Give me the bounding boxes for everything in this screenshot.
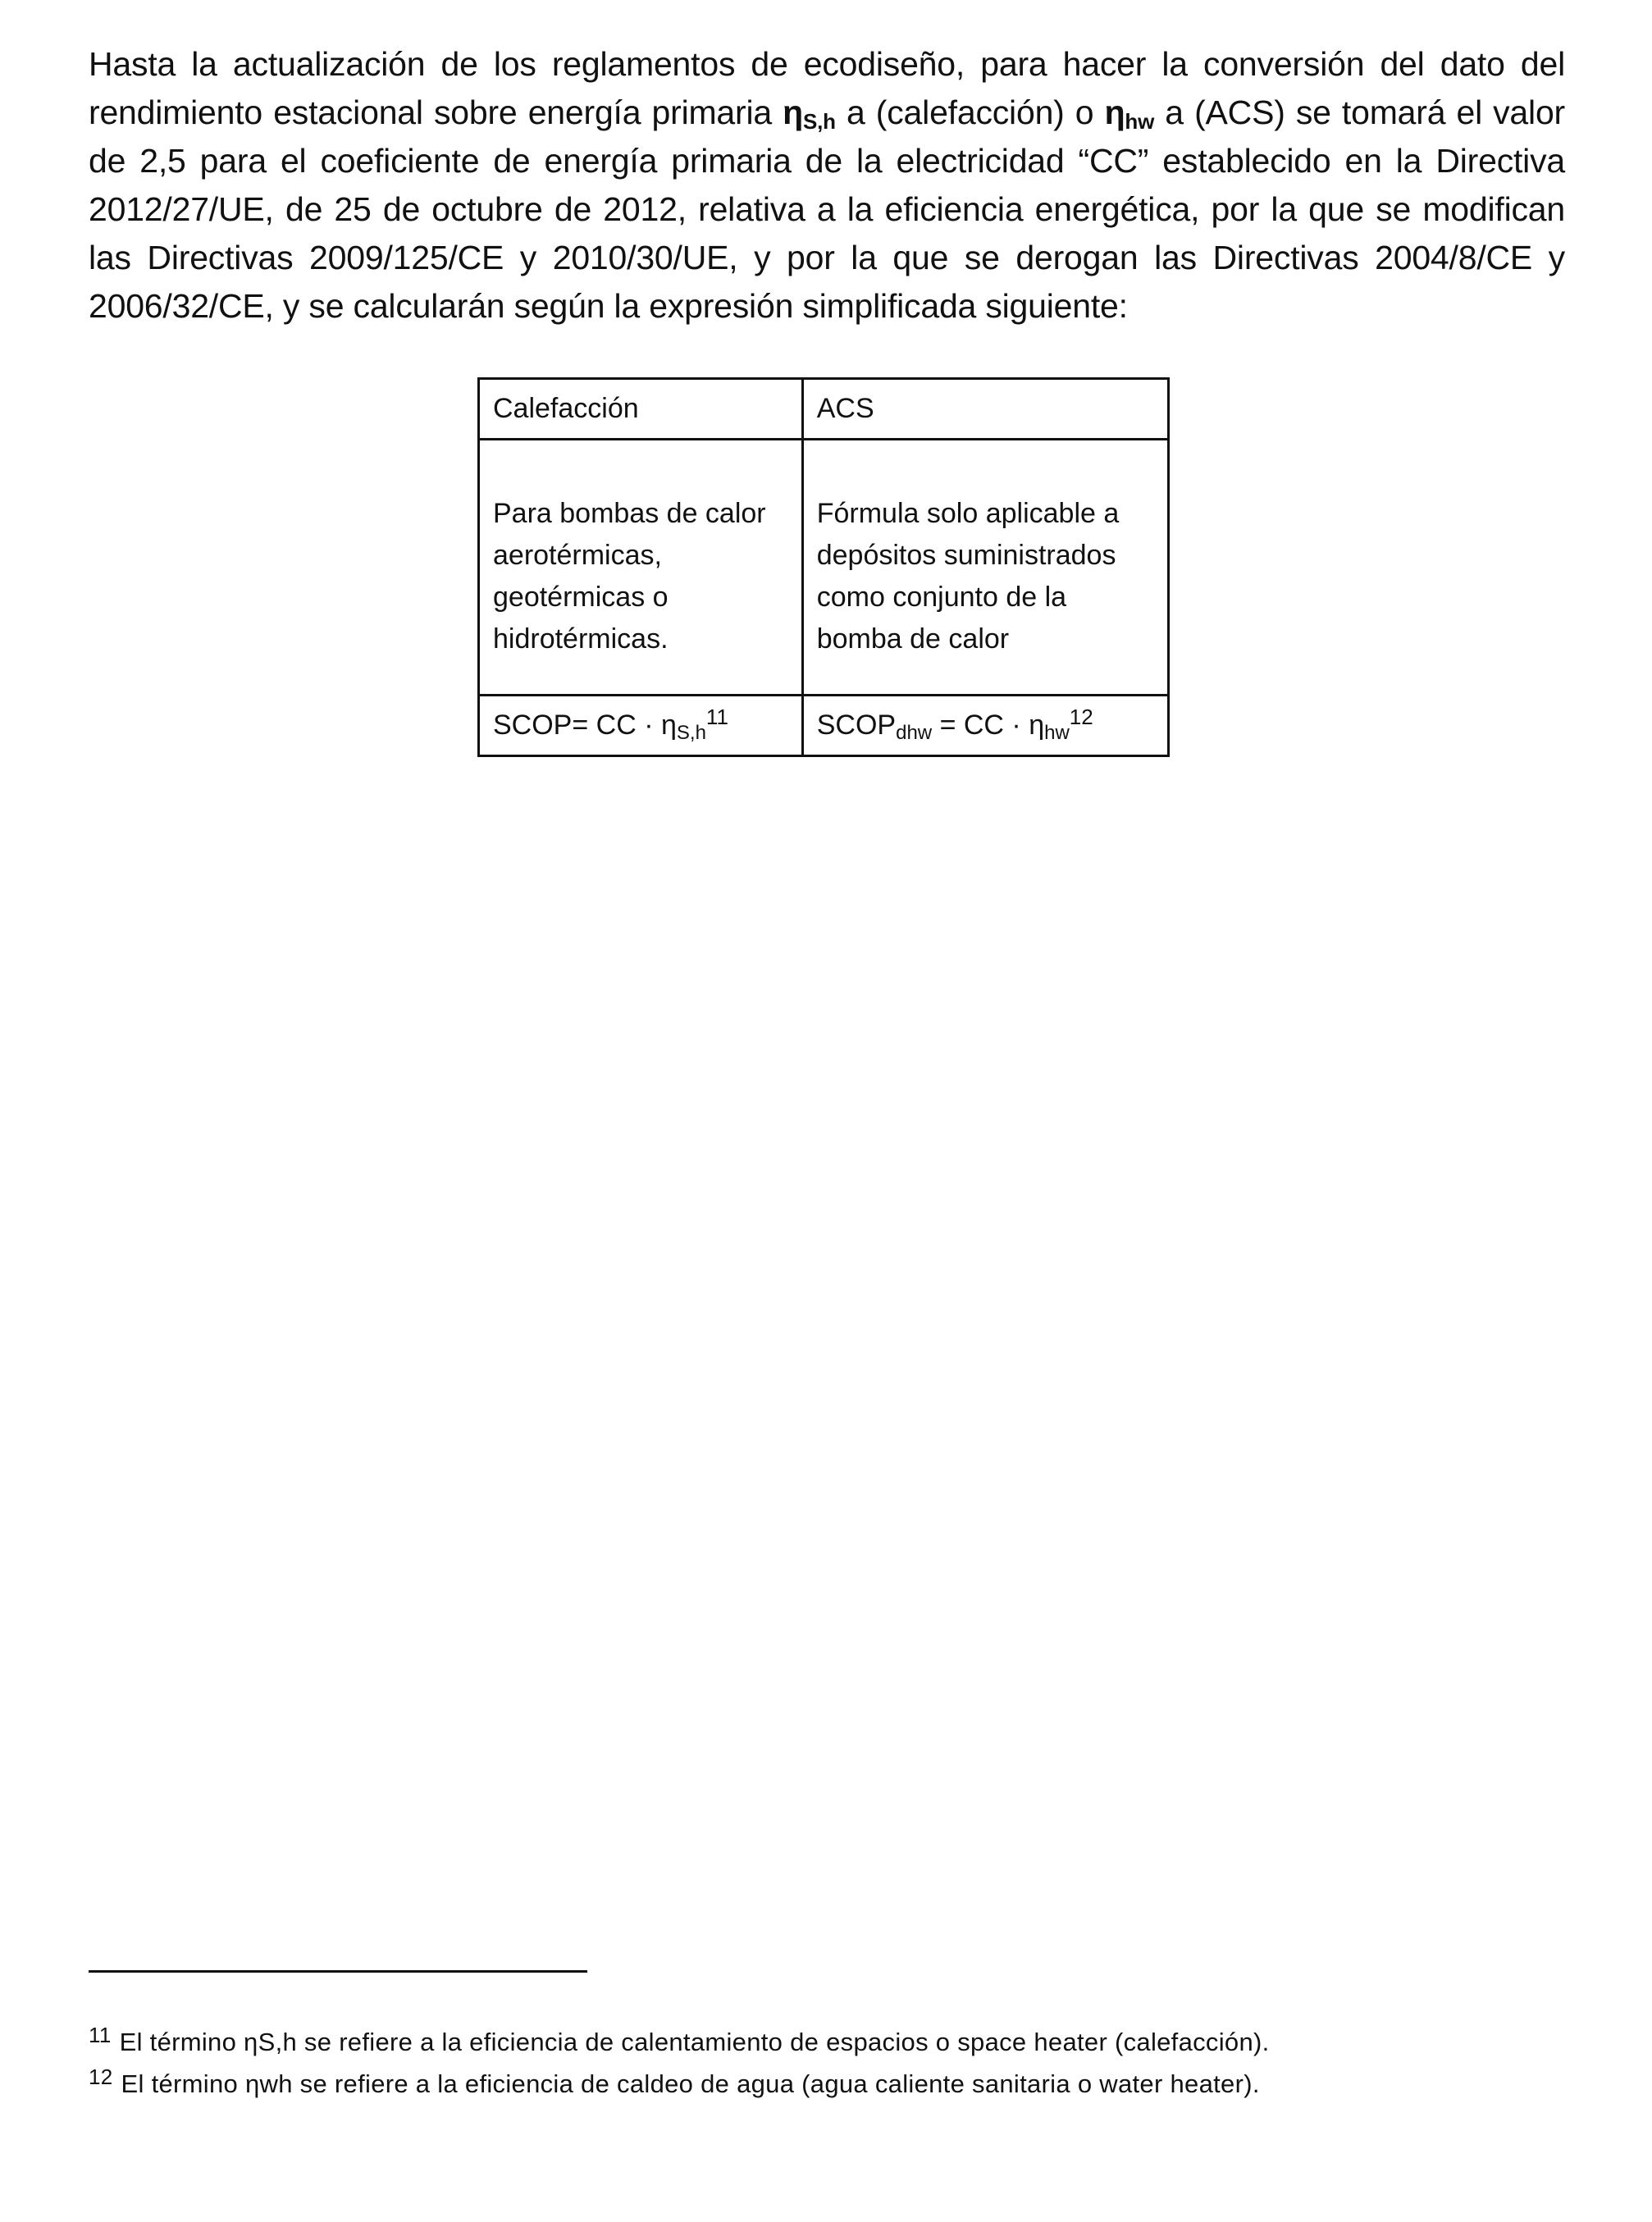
eta-hw-subscript: hw (1125, 109, 1155, 134)
dhw-formula-lhs-subscript: dhw (896, 722, 933, 744)
eta-hw-symbol: $\eta_{hw}$ (1104, 94, 1155, 134)
paragraph-text-3: a (ACS) se tomará el valor de 2,5 para el coeficiente de energía primaria de la electricidad “CC” establecido en la Directiva 2012/27/UE, de 25 de octubre de 2012, relativa a la eficiencia energética, por la que se modifican las Directivas 2009/125/CE y 2010/30/UE, y por la que se derogan las Directivas 2004/8/CE y 2006/32/CE, y se calcularán según la expresión simplificada siguiente: (89, 94, 1566, 325)
footnote-ref-11[interactable]: 11 (705, 705, 728, 729)
footnote-11 (89, 2021, 1565, 2063)
body-paragraph (89, 40, 1565, 331)
footnote-text: El término ηwh se refiere a la eficiencia de caldeo de agua (agua caliente sanitaria o water heater). (121, 2069, 1260, 2098)
heating-formula-text: SCOP= CC · η (493, 709, 677, 741)
footnote-separator (89, 1970, 587, 1973)
dhw-description-cell (802, 440, 1168, 696)
heating-description-line: Para bombas de calor (493, 498, 766, 529)
dhw-description-line: Fórmula solo aplicable a (816, 498, 1120, 529)
dhw-description-line: depósitos suministrados (816, 540, 1116, 571)
scop-formula-table (477, 377, 1170, 757)
header-heating: Calefacción (479, 379, 803, 440)
dhw-formula-cell (802, 696, 1168, 756)
footnote-12 (89, 2063, 1565, 2105)
eta-sh-symbol: $\eta_{S,h}$ (783, 94, 836, 134)
heating-description-line: geotérmicas o (493, 582, 669, 613)
heating-description-cell (479, 440, 803, 696)
footnote-ref-12[interactable]: 12 (1069, 705, 1093, 729)
table-description-row (479, 440, 1169, 696)
heating-formula-cell (479, 696, 803, 756)
dhw-description-line: bomba de calor (816, 623, 1010, 655)
footnote-number: 12 (89, 2065, 113, 2089)
table-header-row (479, 379, 1169, 440)
dhw-formula-subscript: hw (1044, 722, 1070, 744)
footnotes (89, 2021, 1565, 2105)
paragraph-text-2: a (calefacción) o (835, 94, 1105, 131)
dhw-formula-rhs: = CC · η (932, 709, 1045, 741)
paragraph-text-1: Hasta la actualización de los reglamentos de ecodiseño, para hacer la conversión del dato del rendimiento estacional sobre energía primaria (89, 45, 1565, 131)
table-formula-row (479, 696, 1169, 756)
eta-sh-subscript: S,h (803, 109, 836, 134)
heating-description-line: aerotérmicas, (493, 540, 662, 571)
dhw-formula-text: SCOP (816, 709, 897, 741)
header-dhw: ACS (802, 379, 1168, 440)
heating-formula-subscript: S,h (676, 722, 706, 744)
dhw-description-line: como conjunto de la (816, 582, 1067, 613)
footnote-number: 11 (89, 2023, 112, 2047)
heating-description-line: hidrotérmicas. (493, 623, 669, 655)
footnote-text: El término ηS,h se refiere a la eficiencia de calentamiento de espacios o space heater (calefacción). (119, 2028, 1270, 2056)
